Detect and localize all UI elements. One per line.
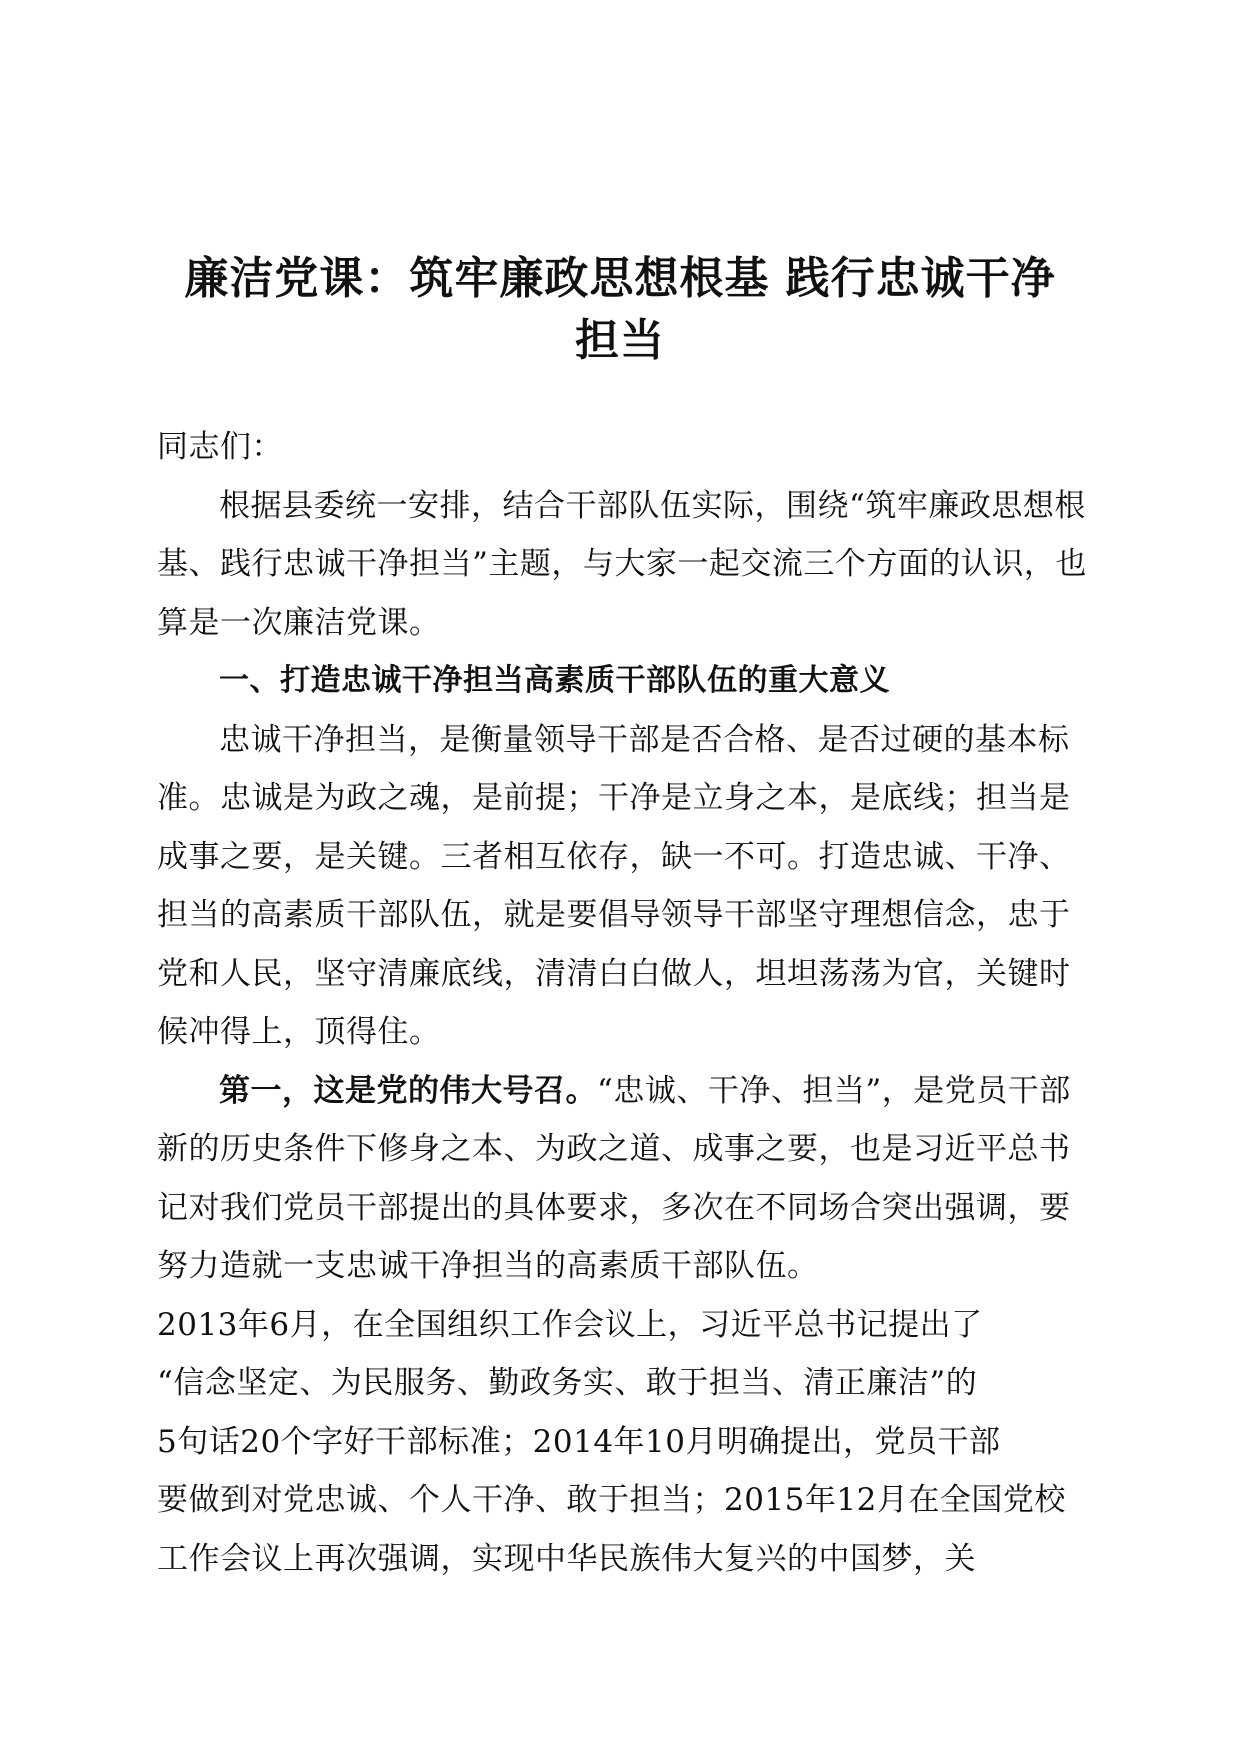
point-1-line-d: 5句话20个字好干部标准；2014年10月明确提出，党员干部 [157, 1423, 1001, 1460]
point-1-paragraph [157, 1062, 1087, 1296]
point-1-line-c: “信念坚定、为民服务、勤政务实、敢于担当、清正廉洁”的 [157, 1365, 978, 1401]
section-1-paragraph: 忠诚干净担当，是衡量领导干部是否合格、是否过硬的基本标准。忠诚是为政之魂，是前提；干净是立身之本，是底线；担当是成事之要，是关键。三者相互依存，缺一不可。打造忠诚、干净、担当的高素质干部队伍，就是要倡导领导干部坚守理想信念，忠于党和人民，坚守清廉底线，清清白白做人，坦坦荡荡为官，关键时候冲得上，顶得住。 [157, 721, 1071, 1050]
point-1-text-a: “忠诚、干净、担当”，是党员干部新的历史条件下修身之本、为政之道、成事之要，也是习近平总书记对我们党员干部提出的具体要求，多次在不同场合突出强调，要努力造就一支忠诚干净担当的高素质干部队伍。 [157, 1072, 1071, 1284]
point-1-line-b: 2013年6月，在全国组织工作会议上，习近平总书记提出了 [157, 1306, 983, 1343]
document-title [150, 248, 1090, 372]
section-1-heading: 一、打造忠诚干净担当高素质干部队伍的重大意义 [219, 663, 890, 698]
salutation: 同志们： [157, 429, 283, 465]
title-line-2: 担当 [575, 315, 665, 366]
document-body [157, 418, 1087, 1588]
title-line-1: 廉洁党课：筑牢廉政思想根基 践行忠诚干净 [184, 253, 1056, 304]
point-1-line-e: 要做到对党忠诚、个人干净、敢于担当；2015年12月在全国党校工作会议上再次强调，实现中华民族伟大复兴的中国梦，关 [157, 1482, 1066, 1577]
point-1-lead: 第一，这是党的伟大号召。 [219, 1072, 597, 1109]
intro-paragraph: 根据县委统一安排，结合干部队伍实际，围绕“筑牢廉政思想根基、践行忠诚干净担当”主题，与大家一起交流三个方面的认识，也算是一次廉洁党课。 [157, 487, 1087, 641]
